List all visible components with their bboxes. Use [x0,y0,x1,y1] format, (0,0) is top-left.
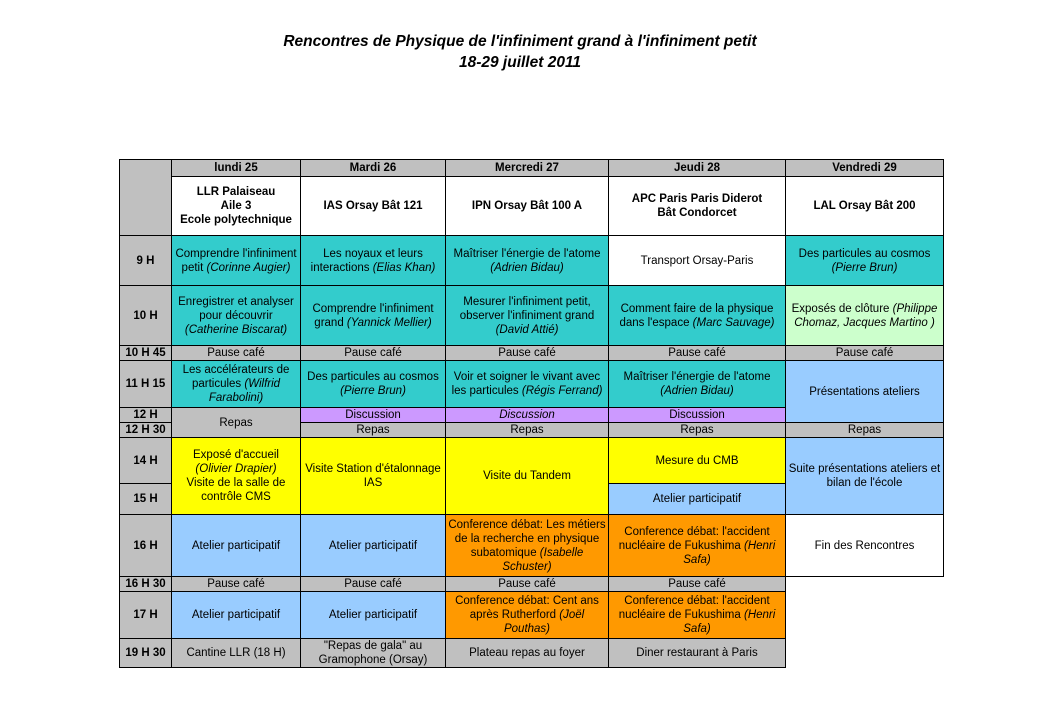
session-cell: Atelier participatif [609,484,786,515]
lunch-cell: Repas [301,423,446,438]
row-10h45 [120,346,944,361]
session-title: Mesurer l'infiniment petit, observer l'infiniment grand [459,295,595,322]
day-header: Vendredi 29 [786,160,944,177]
time-cell: 17 H [120,592,172,639]
location-cell: IPN Orsay Bât 100 A [446,177,609,236]
session-cell [786,286,944,346]
discussion-label: Discussion [499,409,555,421]
row-11h15 [120,361,944,408]
session-cell [446,286,609,346]
session-cell [609,286,786,346]
time-cell: 12 H [120,408,172,423]
day-header: Jeudi 28 [609,160,786,177]
row-14h [120,438,944,484]
day-header: lundi 25 [172,160,301,177]
location-line: Bât Condorcet [657,207,737,219]
speaker: (Henri Safa) [683,539,776,566]
session-cell: Visite du Tandem [446,438,609,515]
session-title: Exposés de clôture [791,302,890,315]
session-title: Les noyaux et leurs interactions [310,247,423,274]
pause-cell: Pause café [609,346,786,361]
schedule-table [119,159,944,668]
session-cell [446,236,609,286]
location-line: LLR Palaiseau [196,186,276,198]
session-cell [301,361,446,408]
session-title: Les accélérateurs de particules [182,364,290,390]
location-cell: IAS Orsay Bât 121 [301,177,446,236]
session-title: Enregistrer et analyser pour découvrir [178,295,294,322]
lunch-cell: Repas [609,423,786,438]
session-cell: Atelier participatif [301,592,446,639]
dinner-cell: Cantine LLR (18 H) [172,639,301,668]
speaker: (Joël Pouthas) [503,609,585,635]
session-cell [786,236,944,286]
session-cell: Atelier participatif [172,515,301,577]
location-cell: LAL Orsay Bât 200 [786,177,944,236]
day-header: Mercredi 27 [446,160,609,177]
session-cell [446,515,609,577]
session-cell [172,361,301,408]
session-cell [172,286,301,346]
document-title: Rencontres de Physique de l'infiniment grand à l'infiniment petit [283,33,757,50]
lunch-cell: Repas [446,423,609,438]
discussion-cell: Discussion [301,408,446,423]
row-10h [120,286,944,346]
session-title: Comprendre l'infiniment petit [175,247,297,274]
session-cell: Atelier participatif [301,515,446,577]
session-cell: Présentations ateliers [786,361,944,423]
session-title: Voir et soigner le vivant avec les particules [451,371,601,397]
speaker: (Olivier Drapier) [195,463,277,475]
time-cell: 16 H [120,515,172,577]
speaker: (David Attié) [495,323,559,336]
time-cell: 14 H [120,438,172,484]
session-cell [609,361,786,408]
lunch-cell: Repas [172,408,301,438]
session-title: Des particules au cosmos [798,247,931,260]
pause-cell: Pause café [172,577,301,592]
speaker: (Régis Ferrand) [521,385,603,397]
speaker: (Wilfrid Farabolini) [208,378,281,404]
speaker: (Adrien Bidau) [660,385,734,397]
session-title: Visite de la salle de contrôle CMS [186,477,286,503]
time-cell: 9 H [120,236,172,286]
speaker: (Yannick Mellier) [346,316,432,329]
session-title: Conference débat: Cent ans après Rutherford [455,595,599,621]
session-title: Conference débat: l'accident nucléaire de Fukushima [618,525,770,552]
time-cell: 15 H [120,484,172,515]
pause-cell: Pause café [172,346,301,361]
pause-cell: Pause café [446,346,609,361]
session-title: Maîtriser l'énergie de l'atome [623,371,771,383]
pause-cell: Pause café [446,577,609,592]
day-header: Mardi 26 [301,160,446,177]
session-cell: Transport Orsay-Paris [609,236,786,286]
empty-cell [786,577,944,668]
time-cell: 12 H 30 [120,423,172,438]
session-cell: Suite présentations ateliers et bilan de l'école [786,438,944,515]
session-cell [301,236,446,286]
session-cell [446,592,609,639]
speaker: (Pierre Brun) [340,385,406,397]
location-line: Ecole polytechnique [180,214,292,226]
session-cell: Fin des Rencontres [786,515,944,577]
session-title: Conference débat: Les métiers de la recherche en physique subatomique [448,518,606,559]
days-row [120,160,944,177]
session-cell: Visite Station d'étalonnage IAS [301,438,446,515]
dinner-cell: "Repas de gala" au Gramophone (Orsay) [301,639,446,668]
row-16h [120,515,944,577]
pause-cell: Pause café [301,346,446,361]
time-cell: 10 H [120,286,172,346]
session-cell [609,515,786,577]
speaker: (Pierre Brun) [831,261,898,274]
session-title: Maîtriser l'énergie de l'atome [453,247,601,260]
time-cell: 10 H 45 [120,346,172,361]
speaker: (Elias Khan) [372,261,436,274]
speaker: (Isabelle Schuster) [502,546,584,573]
session-cell [172,438,301,515]
speaker: (Adrien Bidau) [490,261,564,274]
session-cell [609,592,786,639]
speaker: (Marc Sauvage) [692,316,775,329]
lunch-cell: Repas [786,423,944,438]
session-title: Comprendre l'infiniment grand [312,302,434,329]
row-9h [120,236,944,286]
time-cell: 11 H 15 [120,361,172,408]
speaker: (Philippe Chomaz, Jacques Martino ) [794,302,938,329]
location-line: APC Paris Paris Diderot [631,193,763,205]
document-dates: 18-29 juillet 2011 [458,54,582,71]
session-cell: Mesure du CMB [609,438,786,484]
pause-cell: Pause café [786,346,944,361]
speaker: (Catherine Biscarat) [184,323,288,336]
discussion-cell: Discussion [609,408,786,423]
session-cell [172,236,301,286]
dinner-cell: Diner restaurant à Paris [609,639,786,668]
time-cell: 19 H 30 [120,639,172,668]
speaker: (Henri Safa) [683,609,776,635]
dinner-cell: Plateau repas au foyer [446,639,609,668]
session-title: Comment faire de la physique dans l'espace [619,302,774,329]
corner-cell [120,160,172,236]
discussion-cell [446,408,609,423]
location-cell [609,177,786,236]
pause-cell: Pause café [301,577,446,592]
row-16h30 [120,577,944,592]
session-cell [301,286,446,346]
session-title: Exposé d'accueil [193,449,279,461]
session-title: Conference débat: l'accident nucléaire de Fukushima [618,595,770,621]
session-cell [446,361,609,408]
locations-row [120,177,944,236]
session-cell: Atelier participatif [172,592,301,639]
session-title: Des particules au cosmos [307,371,439,383]
location-cell [172,177,301,236]
pause-cell: Pause café [609,577,786,592]
time-cell: 16 H 30 [120,577,172,592]
speaker: (Corinne Augier) [206,261,291,274]
location-line: Aile 3 [220,200,252,212]
